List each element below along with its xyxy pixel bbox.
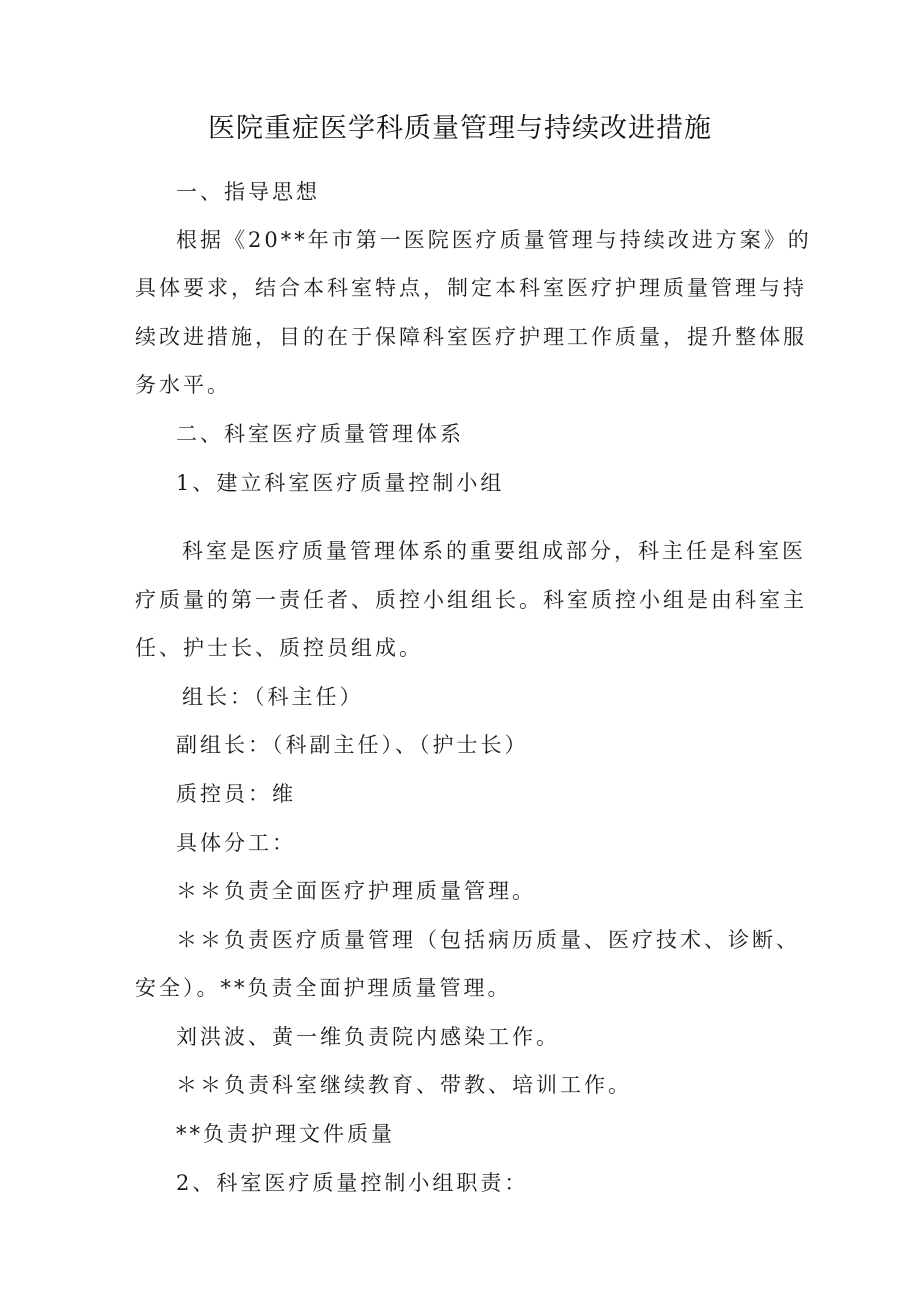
role-line: 副组长：（科副主任）、（护士长） [176,733,529,757]
paragraph-line: 务水平。 [135,373,231,397]
duty-line: **负责护理文件质量 [176,1122,395,1146]
subsection-heading-2: 2、科室医疗质量控制小组职责： [176,1171,529,1195]
duty-line: ＊＊负责医疗质量管理（包括病历质量、医疗技术、诊断、 [176,928,800,952]
paragraph-line: 具体要求，结合本科室特点，制定本科室医疗护理质量管理与持 [135,276,807,300]
section-heading-1: 一、指导思想 [176,180,320,204]
role-line: 具体分工： [176,831,296,855]
paragraph-line: 根据《20**年市第一医院医疗质量管理与持续改进方案》的 [176,228,812,252]
duty-line: ＊＊负责科室继续教育、带教、培训工作。 [176,1073,632,1097]
role-line: 组长：（科主任） [182,685,364,709]
role-line: 质控员：维 [176,782,296,806]
duty-line: 刘洪波、黄一维负责院内感染工作。 [176,1025,560,1049]
subsection-heading-1: 1、建立科室医疗质量控制小组 [176,471,505,495]
duty-line: 安全）。**负责全面护理质量管理。 [135,976,512,1000]
paragraph-line: 任、护士长、质控员组成。 [135,636,423,660]
paragraph-line: 续改进措施，目的在于保障科室医疗护理工作质量，提升整体服 [135,325,807,349]
paragraph-line: 科室是医疗质量管理体系的重要组成部分，科主任是科室医 [182,539,806,563]
document-title: 医院重症医学科质量管理与持续改进措施 [208,113,712,144]
paragraph-line: 疗质量的第一责任者、质控小组组长。科室质控小组是由科室主 [135,588,807,612]
duty-line: ＊＊负责全面医疗护理质量管理。 [176,879,536,903]
section-heading-2: 二、科室医疗质量管理体系 [176,422,464,446]
